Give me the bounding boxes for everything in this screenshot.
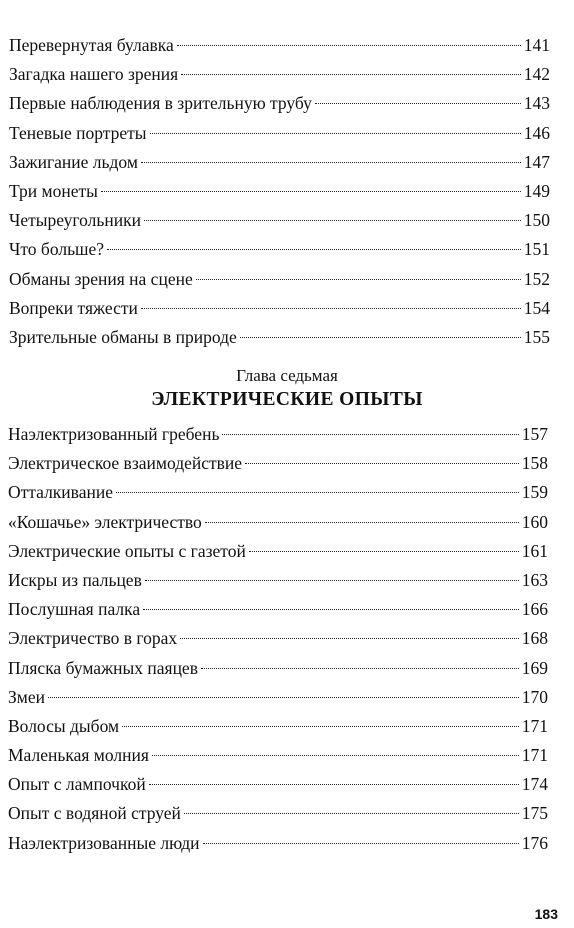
toc-entry-title: Перевернутая булавка	[9, 35, 174, 55]
toc-entry-page: 160	[521, 511, 548, 532]
toc-entry	[0, 799, 574, 828]
toc-entry-title: Искры из пальцев	[8, 569, 142, 590]
dot-leader	[107, 249, 521, 250]
dot-leader	[180, 638, 519, 639]
toc-list-optics	[0, 31, 574, 352]
toc-entry-page: 151	[523, 239, 550, 260]
toc-entry	[0, 508, 574, 537]
dot-leader	[249, 551, 519, 552]
toc-entry-page: 163	[521, 569, 548, 590]
toc-entry-page: 142	[523, 64, 550, 85]
toc-entry	[0, 624, 574, 653]
toc-entry-title: Отталкивание	[8, 482, 113, 503]
toc-entry-page: 161	[521, 540, 548, 561]
toc-entry	[0, 683, 574, 712]
toc-entry-page: 168	[521, 628, 548, 649]
toc-entry-title: Волосы дыбом	[8, 715, 120, 736]
dot-leader	[201, 668, 519, 669]
toc-entry-page: 169	[521, 657, 548, 678]
toc-entry	[0, 566, 574, 595]
toc-entry-title: Наэлектризованные люди	[8, 832, 200, 853]
toc-entry	[0, 478, 574, 507]
dot-leader	[245, 463, 519, 464]
toc-entry	[0, 89, 574, 118]
dot-leader	[149, 784, 519, 785]
dot-leader	[222, 434, 518, 435]
toc-entry-title: Первые наблюдения в зрительную трубу	[9, 93, 312, 114]
toc-entry	[0, 654, 574, 683]
toc-entry	[0, 265, 574, 294]
toc-entry-title: Опыт с лампочкой	[8, 774, 146, 795]
toc-entry-title: Загадка нашего зрения	[9, 64, 179, 85]
toc-entry-page: 174	[521, 774, 548, 795]
toc-entry-page: 143	[523, 93, 550, 114]
toc-entry-title: Электрические опыты с газетой	[8, 540, 246, 561]
toc-entry-page: 147	[523, 151, 550, 172]
toc-entry-page: 171	[521, 745, 548, 766]
toc-entry	[0, 449, 574, 478]
toc-entry	[0, 119, 574, 148]
dot-leader	[315, 103, 521, 104]
toc-entry	[0, 712, 574, 741]
dot-leader	[150, 133, 521, 134]
toc-entry-title: «Кошачье» электричество	[8, 511, 202, 532]
dot-leader	[196, 279, 521, 280]
toc-entry-title: Опыт с водяной струей	[8, 803, 181, 824]
dot-leader	[122, 726, 519, 727]
toc-entry-page: 170	[521, 686, 548, 707]
dot-leader	[205, 522, 519, 523]
toc-entry-title: Обманы зрения на сцене	[9, 268, 193, 289]
toc-entry-page: 175	[521, 803, 548, 824]
toc-entry	[0, 420, 574, 449]
toc-entry	[0, 148, 574, 177]
toc-entry	[0, 829, 574, 858]
toc-entry-page: 159	[521, 482, 548, 503]
toc-entry-title: Что больше?	[9, 239, 105, 260]
toc-entry-title: Электрическое взаимодействие	[8, 453, 243, 474]
toc-entry	[0, 235, 574, 264]
dot-leader	[203, 843, 519, 844]
dot-leader	[144, 220, 521, 221]
dot-leader	[141, 162, 521, 163]
toc-entry-page: 166	[521, 599, 548, 620]
toc-entry-page: 171	[521, 715, 548, 736]
dot-leader	[145, 580, 519, 581]
toc-entry	[0, 770, 574, 799]
toc-entry-title: Послушная палка	[8, 599, 141, 620]
toc-entry	[0, 537, 574, 566]
toc-entry	[0, 741, 574, 770]
toc-entry-title: Пляска бумажных паяцев	[8, 657, 198, 678]
toc-entry-title: Наэлектризованный гребень	[8, 424, 220, 444]
toc-entry	[0, 294, 574, 323]
dot-leader	[116, 492, 519, 493]
toc-entry-title: Вопреки тяжести	[9, 297, 138, 318]
toc-entry-title: Зрительные обманы в природе	[9, 326, 237, 347]
toc-entry-page: 149	[523, 180, 550, 201]
toc-entry-page: 176	[521, 832, 548, 853]
toc-entry	[0, 177, 574, 206]
toc-entry-title: Зажигание льдом	[9, 151, 138, 172]
toc-entry	[0, 31, 574, 60]
chapter-title: ЭЛЕКТРИЧЕСКИЕ ОПЫТЫ	[151, 389, 423, 410]
toc-entry-page: 157	[521, 424, 548, 444]
toc-entry-title: Три монеты	[9, 180, 98, 201]
dot-leader	[184, 813, 519, 814]
toc-entry-page: 154	[523, 297, 550, 318]
dot-leader	[143, 609, 519, 610]
toc-entry-title: Маленькая молния	[8, 745, 149, 766]
toc-entry	[0, 323, 574, 352]
dot-leader	[48, 697, 519, 698]
dot-leader	[181, 74, 521, 75]
toc-entry-page: 150	[523, 210, 550, 231]
toc-entry	[0, 60, 574, 89]
toc-entry-page: 158	[521, 453, 548, 474]
dot-leader	[177, 45, 521, 46]
dot-leader	[240, 337, 521, 338]
toc-entry-page: 146	[523, 122, 550, 143]
toc-entry-title: Электричество в горах	[8, 628, 178, 649]
toc-entry	[0, 206, 574, 235]
toc-list-electricity	[0, 420, 574, 858]
toc-entry-title: Теневые портреты	[9, 122, 147, 143]
dot-leader	[101, 191, 521, 192]
toc-entry	[0, 595, 574, 624]
toc-entry-page: 155	[523, 326, 550, 347]
dot-leader	[152, 755, 519, 756]
dot-leader	[141, 308, 521, 309]
toc-entry-title: Четыреугольники	[9, 210, 141, 231]
page-number: 183	[534, 906, 558, 922]
toc-entry-page: 152	[523, 268, 550, 289]
chapter-label: Глава седьмая	[236, 366, 338, 385]
toc-entry-page: 141	[523, 35, 550, 55]
toc-entry-title: Змеи	[8, 686, 45, 707]
